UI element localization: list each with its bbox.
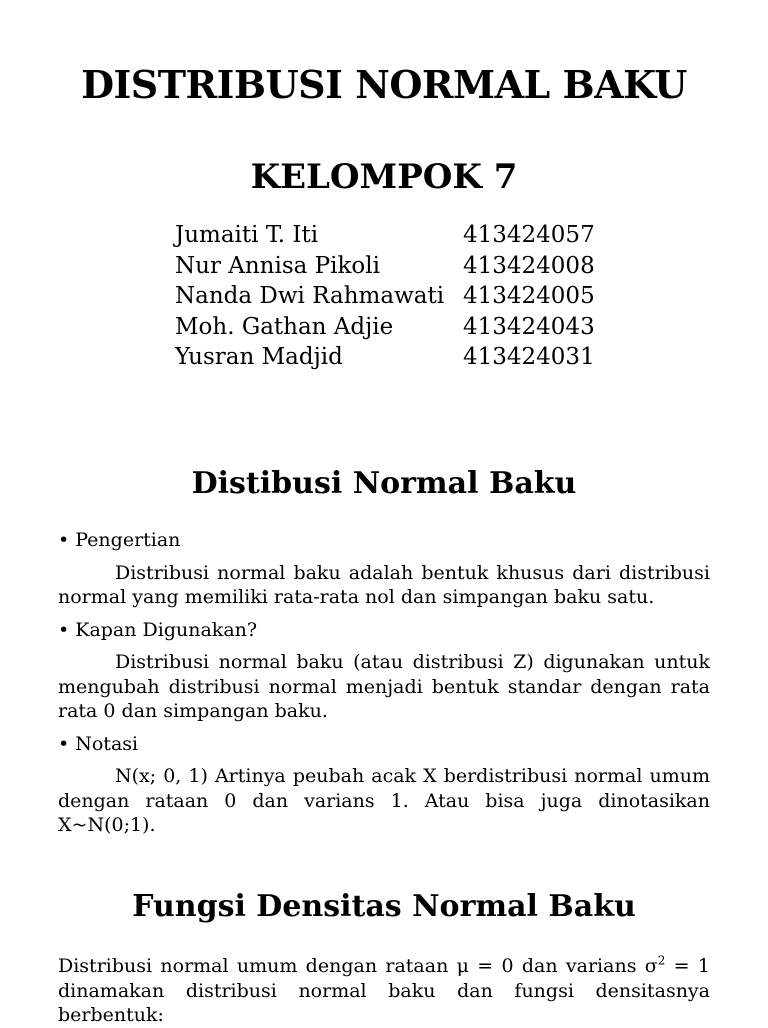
slide2-content — [58, 528, 710, 838]
member-id: 413424043 — [463, 313, 595, 340]
slide1-title: DISTRIBUSI NORMAL BAKU — [81, 62, 687, 107]
bullet-pengertian: • Pengertian — [58, 529, 181, 551]
slide3-title: Fungsi Densitas Normal Baku — [132, 889, 636, 924]
member-list — [175, 220, 625, 373]
bullet-notasi: • Notasi — [58, 732, 139, 755]
slide2-title: Distibusi Normal Baku — [191, 466, 577, 501]
member-row — [175, 220, 625, 251]
member-name: Yusran Madjid — [175, 344, 343, 370]
member-row — [175, 281, 625, 312]
member-id: 413424057 — [463, 222, 595, 248]
member-row — [175, 251, 625, 282]
paragraph-kapan-digunakan: Distribusi normal baku (atau distribusi Z) digunakan untuk mengubah distribusi normal menjadi bentuk standar dengan rata rata 0 dan simpangan baku. — [58, 651, 710, 722]
member-row — [175, 312, 625, 343]
member-row — [175, 342, 625, 373]
member-id: 413424008 — [463, 252, 595, 279]
formula-text-before: Distribusi normal umum dengan rataan μ = 0 dan varians σ — [58, 955, 658, 977]
member-name: Jumaiti T. Iti — [175, 222, 319, 248]
formula-superscript: 2 — [657, 953, 666, 968]
paragraph-pengertian: Distribusi normal baku adalah bentuk khusus dari distribusi normal yang memiliki rata-rata nol dan simpangan baku satu. — [58, 561, 710, 608]
member-name: Nanda Dwi Rahmawati — [175, 283, 445, 309]
member-id: 413424005 — [463, 283, 595, 309]
slide3-paragraph — [58, 954, 710, 1028]
group-title: KELOMPOK 7 — [250, 157, 518, 197]
bullet-kapan-digunakan: • Kapan Digunakan? — [58, 618, 258, 641]
member-id: 413424031 — [463, 344, 595, 370]
member-name: Moh. Gathan Adjie — [175, 313, 394, 340]
member-name: Nur Annisa Pikoli — [175, 252, 380, 279]
paragraph-notasi: N(x; 0, 1) Artinya peubah acak X berdistribusi normal umum dengan rataan 0 dan varians 1. Atau bisa juga dinotasikan X~N(0;1). — [58, 765, 710, 836]
formula-text-after: = 1 dinamakan distribusi normal baku dan fungsi densitasnya berbentuk: — [58, 955, 710, 1026]
